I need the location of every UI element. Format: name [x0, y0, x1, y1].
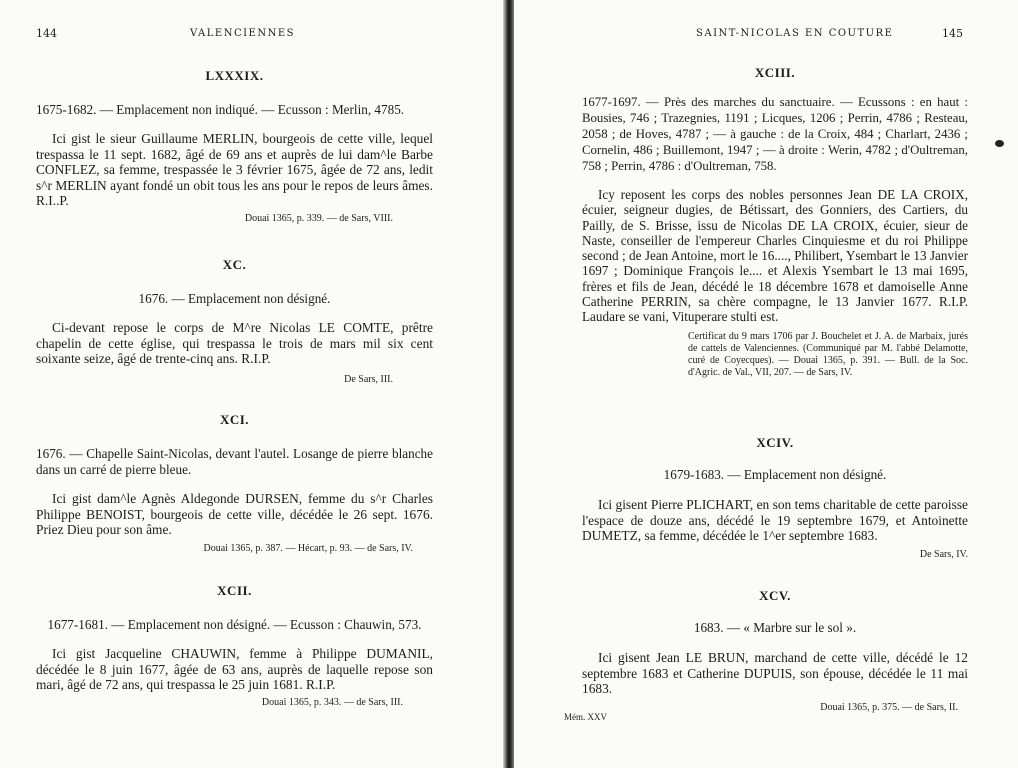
- entry-xciv: [582, 435, 968, 561]
- entry-text: Ici gist le sieur Guillaume MERLIN, bourgeois de cette ville, lequel trespassa le 11 sept. 1682, âgé de 69 ans et auprès de lui dam^le Barbe CONFLEZ, sa femme, trespassée le 3 février 1675, âgée de 72 ans, ledit s^r MERLIN ayant fondé un obit tous les ans pour le repos de leurs âmes. R.I..P.: [36, 131, 433, 209]
- entry-number: XCIII.: [754, 65, 796, 80]
- entry-heading: 1676. — Emplacement non désigné.: [138, 291, 331, 306]
- entry-heading: 1675-1682. — Emplacement non indiqué. — Ecusson : Merlin, 4785.: [36, 102, 405, 117]
- entry-xciii: [582, 65, 968, 379]
- entry-heading: 1679-1683. — Emplacement non désigné.: [663, 467, 887, 482]
- entry-heading: 1683. — « Marbre sur le sol ».: [693, 620, 857, 635]
- entry-source: Douai 1365, p. 375. — de Sars, II.: [820, 701, 958, 713]
- entry-source: Douai 1365, p. 387. — Hécart, p. 93. — de Sars, IV.: [203, 542, 413, 554]
- signature-mark: Mém. XXV: [564, 712, 607, 722]
- entry-source: Certificat du 9 mars 1706 par J. Bouchelet et J. A. de Marbaix, jurés de cattels de Valenciennes. (Communiqué par M. l'abbé Delamotte, curé de Coyecques). — Douai 1365, p. 391. — Bull. de la Soc. d'Agric. de Val., VII, 207. — de Sars, IV.: [688, 330, 968, 378]
- entry-number: XCII.: [217, 583, 252, 598]
- entry-xci: [36, 412, 433, 555]
- entry-xcii: [36, 583, 433, 709]
- entry-source: Douai 1365, p. 339. — de Sars, VIII.: [244, 212, 393, 224]
- entry-text: Ci-devant repose le corps de M^re Nicolas LE COMTE, prêtre chapelin de cette église, qui trespassa le trois de mars mil six cent soixante seize, âgé de trente-cinq ans. R.I.P.: [36, 320, 433, 367]
- page-number: 145: [942, 27, 963, 40]
- entry-source: De Sars, III.: [344, 373, 393, 385]
- entry-xcv: [582, 588, 968, 714]
- ink-blot-icon: [995, 140, 1004, 147]
- entry-number: XCV.: [759, 588, 791, 603]
- entry-heading: 1677-1681. — Emplacement non désigné. — Ecusson : Chauwin, 573.: [47, 617, 422, 632]
- left-page: [0, 0, 505, 768]
- entry-xc: [36, 257, 433, 386]
- entry-text: Icy reposent les corps des nobles personnes Jean DE LA CROIX, écuier, seigneur dugies, de Bétissart, des Gonniers, des Cartiers, du Pailly, de S. Brisse, issu de Nicolas DE LA CROIX, écuier, sieur de Naste, conseiller de l'empereur Charles Cinquiesme et du roi Philippe second ; de Jean Antoine, mort le 16...., Philibert, Ysembart le 13 Janvier 1697 ; Dominique François le.... et Alexis Ysembart le 13 mai 1695, frères et fils de Jean, décédé le 18 décembre 1678 et damoiselle Anne Catherine PERRIN, sa chère compagne, le 13 Janvier 1677. R.I.P. Laudare se vani, Vituperare stulti est.: [582, 187, 968, 325]
- entry-heading: 1676. — Chapelle Saint-Nicolas, devant l'autel. Losange de pierre blanche dans un carré de pierre bleue.: [36, 446, 433, 477]
- entry-text: Ici gist Jacqueline CHAUWIN, femme à Philippe DUMANIL, décédée le 8 juin 1677, âgée de 63 ans, auprès de laquelle repose son mari, âgé de 72 ans, qui trespassa le 25 juin 1681. R.I.P.: [36, 646, 433, 693]
- right-page: [514, 0, 1018, 768]
- entry-text: Ici gisent Jean LE BRUN, marchand de cette ville, décédé le 12 septembre 1683 et Catherine DUPUIS, son épouse, décédée le 11 mai 1683.: [582, 650, 968, 697]
- entry-text: Ici gist dam^le Agnès Aldegonde DURSEN, femme du s^r Charles Philippe BENOIST, bourgeois de cette ville, décédée le 26 sept. 1676. Priez Dieu pour son âme.: [36, 491, 433, 538]
- page-number: 144: [36, 27, 57, 40]
- entry-number: XCI.: [219, 412, 250, 427]
- running-head: VALENCIENNES: [190, 28, 296, 39]
- entry-number: LXXXIX.: [205, 68, 264, 83]
- entry-number: XCIV.: [756, 435, 794, 450]
- entry-text: Ici gisent Pierre PLICHART, en son tems charitable de cette paroisse l'espace de douze ans, décédé le 19 septembre 1679, et Antoinette DUMETZ, sa femme, décédée le 1^er septembre 1683.: [582, 497, 968, 544]
- entry-number: XC.: [222, 257, 247, 272]
- entry-heading: 1677-1697. — Près des marches du sanctuaire. — Ecussons : en haut : Bousies, 746 ; Trazegnies, 1191 ; Licques, 1206 ; Perrin, 4786 ; Resteau, 2058 ; de Hoves, 4787 ; — à gauche : de la Croix, 484 ; Charlart, 2436 ; Cornelin, 486 ; Buillemont, 1947 ; — à droite : Werin, 4782 ; d'Oultreman, 758 ; Perrin, 4786 : d'Oultreman, 758.: [582, 95, 968, 173]
- entry-source: De Sars, IV.: [919, 548, 968, 560]
- running-head: SAINT-NICOLAS EN COUTURE: [696, 28, 894, 39]
- entry-lxxxix: [36, 68, 433, 225]
- entry-source: Douai 1365, p. 343. — de Sars, III.: [261, 696, 403, 708]
